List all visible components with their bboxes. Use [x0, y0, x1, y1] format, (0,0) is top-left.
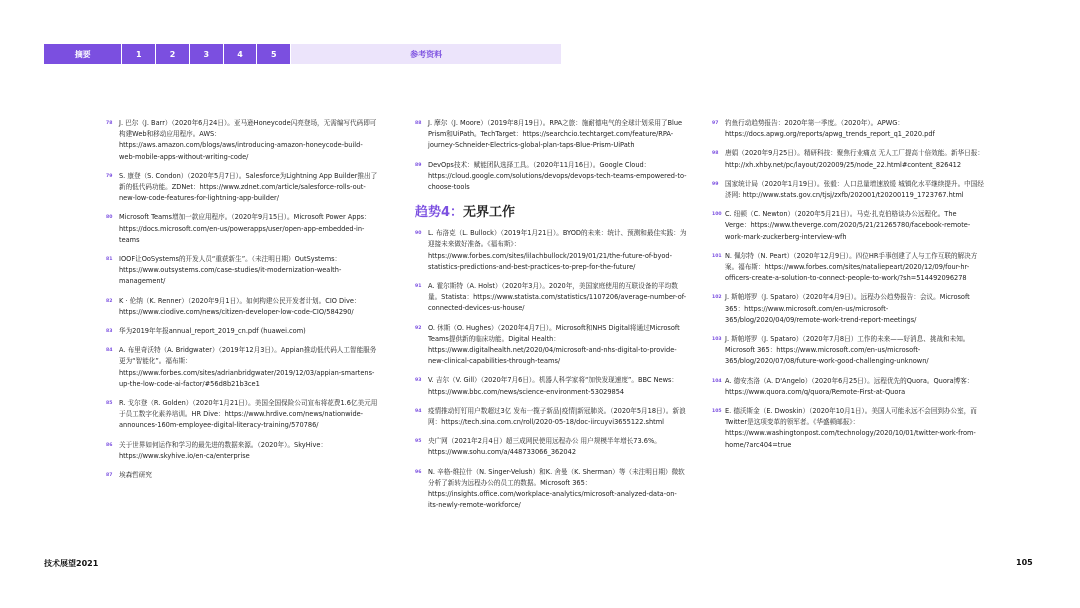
reference-entry [106, 171, 378, 205]
reference-text: Microsoft Teams增加一款应用程序。（2020年9月15日）。Microsoft Power Apps：https://docs.microsoft.com/en-us/powerapps/user/open-app-embedded-in-teams [119, 213, 371, 244]
reference-entry [712, 292, 984, 326]
reference-number: 80 [106, 215, 113, 221]
page-number: 105 [1016, 558, 1033, 567]
reference-text: 唐娟（2020年9月25日）。精研科技：聚焦行业痛点 无人工厂提高十倍效能。新华日报：http://xh.xhby.net/pc/layout/202009/25/node_22.html#content_826412 [725, 149, 984, 169]
reference-entry [106, 326, 378, 337]
reference-text: S. 康登（S. Condon）（2020年5月7日）。Salesforce为Lightning App Builder推出了新的低代码功能。ZDNet：https://www.zdnet.com/article/salesforce-rolls-out-new-low-code-features-for-lightning-app-builder/ [119, 171, 378, 203]
references-group-post [415, 228, 687, 511]
reference-number: 82 [106, 298, 113, 304]
reference-entry [106, 345, 378, 390]
reference-number: 90 [415, 231, 422, 237]
nav-tab-5[interactable]: 5 [257, 44, 290, 64]
reference-text: V. 吉尔（V. Gill）（2020年7月6日）。机器人科学家将“加快发现速度”。BBC News：https://www.bbc.com/news/science-environment-53029854 [428, 376, 679, 396]
reference-number: 91 [415, 284, 422, 290]
reference-entry [415, 406, 687, 428]
reference-entry [106, 254, 378, 288]
trend-heading [415, 201, 687, 220]
reference-entry [415, 228, 687, 273]
reference-number: 86 [106, 442, 113, 448]
reference-text: 疫情推动钉钉用户数超过3亿 发布一揽子新品|疫情|新冠肺炎。（2020年5月18日）。新浪网：https://tech.sina.com.cn/roll/2020-05-18/doc-iircuyvi3655122.shtml [428, 406, 686, 427]
reference-number: 78 [106, 121, 113, 126]
reference-number: 92 [415, 325, 422, 331]
reference-number: 105 [712, 409, 722, 415]
trend-heading-title: 无界工作 [463, 205, 516, 221]
reference-number: 94 [415, 408, 422, 414]
reference-entry [415, 436, 687, 458]
reference-text: 国家统计局（2020年1月19日）。张毅：人口总量增速放缓 城镇化水平继续提升。中国经济网: http://www.stats.gov.cn/tjsj/zxfb/202001/t20200119_1723767.html [725, 179, 984, 200]
references-column-2 [415, 118, 687, 519]
reference-entry [712, 406, 984, 451]
reference-text: K · 伦纳（K. Renner）（2020年9月1日）。如何构建公民开发者计划。CIO Dive：https://www.ciodive.com/news/citizen-developer-low-code-CIO/584290/ [119, 296, 361, 316]
reference-number: 81 [106, 257, 113, 263]
reference-number: 103 [712, 337, 722, 343]
reference-number: 84 [106, 348, 113, 354]
reference-text: J. 斯帕塔罗（J. Spataro）（2020年4月9日）。远程办公趋势报告：会议。Microsoft 365：https://www.microsoft.com/en-us/microsoft-365/blog/2020/04/09/remote-work-trend-report-meetings/ [725, 293, 970, 324]
reference-entry [106, 398, 378, 432]
reference-entry [415, 160, 687, 194]
reference-entry [106, 296, 378, 318]
reference-entry [712, 376, 984, 398]
reference-entry [712, 334, 984, 368]
reference-number: 99 [712, 181, 719, 187]
reference-text: 华为2019年年报annual_report_2019_cn.pdf (huawei.com) [119, 327, 306, 336]
nav-tab-4[interactable]: 4 [224, 44, 257, 64]
reference-number: 83 [106, 329, 113, 335]
reference-text: 关于世界如何运作和学习的最先进的数据来源。（2020年）。SkyHive：https://www.skyhive.io/en-ca/enterprise [119, 440, 328, 460]
reference-entry [106, 440, 378, 462]
reference-number: 89 [415, 162, 422, 168]
reference-number: 97 [712, 121, 719, 126]
reference-entry [415, 375, 687, 397]
references-column-3 [712, 118, 984, 459]
top-navigation [44, 44, 562, 64]
nav-tab-3[interactable]: 3 [190, 44, 223, 64]
reference-entry [415, 281, 687, 315]
reference-text: DevOps技术：赋能团队选择工具。（2020年11月16日）。Google Cloud：https://cloud.google.com/solutions/devops/devops-tech-teams-empowered-to-choose-tools [428, 160, 687, 192]
reference-number: 100 [712, 212, 722, 218]
reference-text: 钓鱼行动趋势报告：2020年第一季度。（2020年）。APWG：https://docs.apwg.org/reports/apwg_trends_report_q1_2020.pdf [725, 119, 935, 139]
reference-text: A. 德安杰洛（A. D'Angelo）（2020年6月25日）。远程优先的Quora。Quora博客：https://www.quora.com/q/quora/Remote-First-at-Quora [725, 376, 974, 396]
nav-tab-1[interactable]: 1 [122, 44, 155, 64]
reference-number: 102 [712, 295, 722, 301]
reference-entry [415, 467, 687, 512]
reference-entry [712, 179, 984, 201]
reference-number: 87 [106, 473, 113, 479]
reference-text: N. 佩尔特（N. Peart）（2020年12月9日）。四位HR手事创建了人与工作互联的解决方案。福布斯：https://www.forbes.com/sites/nataliepeart/2020/12/09/four-hr-officers-create-a-solution-to-connect-people-to-work/?sh=514492096278 [725, 251, 978, 283]
reference-text: J. 斯帕塔罗（J. Spataro）（2020年7月8日）工作的未来——好消息、挑战和未知。Microsoft 365：https://www.microsoft.com/en-us/microsoft-365/blog/2020/07/08/future-work-good-challenging-unknown/ [725, 335, 970, 366]
reference-number: 104 [712, 378, 722, 384]
reference-text: A. 布里奇沃特（A. Bridgwater）（2019年12月3日）。Appian推动低代码人工智能服务更为“智能化”。福布斯：https://www.forbes.com/sites/adrianbridgwater/2019/12/03/appian-smartens-up-the-low-code-ai-factor/#56d8b21b3ce1 [119, 346, 377, 388]
reference-number: 93 [415, 378, 422, 384]
trend-heading-label: 趋势4： [415, 205, 464, 221]
reference-entry [415, 323, 687, 368]
reference-number: 88 [415, 121, 422, 126]
reference-text: A. 霍尔斯特（A. Holst）（2020年3月）。2020年，美国家庭使用的互联设备的平均数量。Statista：https://www.statista.com/statistics/1107206/average-number-of-connected-devices-us-house/ [428, 282, 687, 313]
references-column-1 [106, 118, 378, 489]
reference-number: 85 [106, 401, 113, 407]
reference-entry [106, 470, 378, 481]
reference-text: L. 布洛克（L. Bullock）（2019年1月21日）。BYOD的未来：统计、预测和最佳实践：为迎接未来做好准备。《福布斯》：https://www.forbes.com/sites/lilachbullock/2019/01/21/the-future-of-byod-statistics-predictions-and-best-practices-to-prep-for-the-future/ [428, 229, 687, 271]
reference-text: IOOF让OoSystems的开发人员“重获新生”。（未注明日期）OutSystems：https://www.outsystems.com/case-studies/it-modernization-wealth-management/ [119, 255, 342, 286]
reference-number: 98 [712, 151, 719, 157]
reference-entry [712, 118, 984, 140]
reference-text: R. 戈尔登（R. Golden）（2020年1月21日）。美国全国保险公司宣布将花费1.6亿美元用于员工数字化素养培训。HR Dive：https://www.hrdive.com/news/nationwide-announces-160m-employee-digital-literacy-training/570786/ [119, 399, 378, 430]
reference-text: 埃森哲研究 [119, 471, 152, 480]
reference-number: 95 [415, 439, 422, 445]
reference-text: J. 摩尔（J. Moore）（2019年8月19日）。RPA之旅：施耐德电气的全球计划采用了Blue Prism和UiPath。TechTarget：https://searchcio.techtarget.com/feature/RPA-journey-Schneider-Electrics-global-plan-taps-Blue-Prism-UiPath [428, 119, 683, 150]
reference-text: E. 德沃斯金（E. Dwoskin）（2020年10月1日）。美国人可能永远不会回到办公室，而Twitter是这项变革的领军者。《华盛顿邮报》：https://www.washingtonpost.com/technology/2020/10/01/twitter-work-from-home/?arc404=true [725, 407, 977, 449]
nav-tab-references[interactable]: 参考资料 [291, 44, 561, 64]
reference-text: O. 休斯（O. Hughes）（2020年4月7日）。Microsoft和NHS Digital将通过Microsoft Teams提供新的临床功能。Digital Health：https://www.digitalhealth.net/2020/04/microsoft-and-nhs-digital-to-provide-new-clinical-capabilities-through-teams/ [428, 323, 680, 366]
reference-entry [106, 118, 378, 163]
reference-entry [712, 251, 984, 285]
reference-text: N. 辛格-维拉什（N. Singer-Velush）和K. 舍曼（K. Sherman）等（未注明日期）微软分析了新转为远程办公的员工的数据。Microsoft 365：https://insights.office.com/workplace-analytics/microsoft-analyzed-data-on-its-newly-remote-workforce/ [428, 467, 685, 510]
reference-entry [712, 148, 984, 170]
reference-number: 101 [712, 253, 722, 259]
references-group-pre [415, 118, 687, 193]
reference-text: C. 纽顿（C. Newton）（2020年5月21日）。马克·扎克伯格谈办公远程化。The Verge：https://www.theverge.com/2020/5/21/21265780/facebook-remote-work-mark-zuckerberg-interview-wfh [725, 210, 971, 241]
nav-tab-summary[interactable]: 摘要 [44, 44, 121, 64]
nav-tab-2[interactable]: 2 [156, 44, 189, 64]
reference-entry [712, 209, 984, 243]
reference-number: 79 [106, 173, 113, 179]
reference-number: 96 [415, 469, 422, 475]
reference-text: J. 巴尔（J. Barr）（2020年6月24日）。亚马逊Honeycode闪亮登场，无需编写代码即可构建Web和移动应用程序。AWS：https://aws.amazon.com/blogs/aws/introducing-amazon-honeycode-build-web-mobile-apps-without-writing-code/ [119, 119, 377, 161]
reference-entry [106, 212, 378, 246]
footer-title: 技术展望2021 [44, 559, 99, 568]
reference-text: 央广网（2021年2月4日）超三成网民使用远程办公 用户规模半年增长73.6%。https://www.sohu.com/a/448733066_362042 [428, 437, 661, 457]
reference-entry [415, 118, 687, 152]
